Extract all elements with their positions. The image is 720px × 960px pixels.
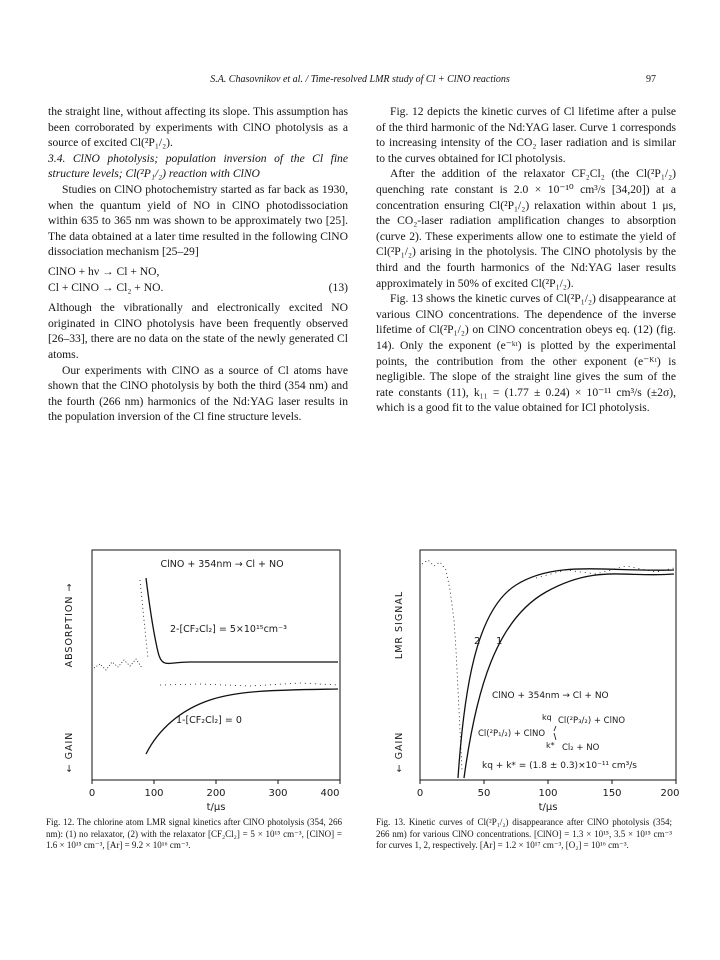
x-tick-label: 50 [477, 788, 491, 799]
x-tick-label: 300 [268, 788, 288, 799]
x-tick-label: 100 [144, 788, 164, 799]
y-label-lmr-signal: LMR SIGNAL [394, 590, 405, 660]
figure-12-caption: Fig. 12. The chlorine atom LMR signal kinetics after ClNO photolysis (354, 266 nm): (1) no relaxator, (2) with the relaxator [CF₂Cl₂] = 5 × 10¹⁵ cm⁻³, [ClNO] = 1.6 × 10¹⁵ cm⁻³, [Ar] = 9.2 × 10¹⁶ cm⁻³. [46, 817, 342, 850]
rate-constant-value: kq + k* = (1.8 ± 0.3)×10⁻¹¹ cm³/s [482, 761, 637, 771]
x-tick-label: 0 [416, 788, 424, 799]
paragraph: Fig. 12 depicts the kinetic curves of Cl lifetime after a pulse of the third harmonic of the Nd:YAG laser. Curve 1 corresponds to increasing intensity of the CO₂ laser radiation and is similar to the curves obtained for ICl photolysis. [376, 105, 676, 165]
branch-arrows [554, 726, 556, 740]
x-axis-label: t/μs [206, 802, 226, 813]
figure-13-plot [386, 540, 686, 813]
paragraph: Our experiments with ClNO as a source of Cl atoms have shown that the ClNO photolysis by both the third (354 nm) and the fourth (266 nm) harmonics of the Nd:YAG laser results in the population inversion of the Cl fine structure levels. [48, 363, 348, 424]
curve-2-absorption [146, 578, 338, 663]
y-label-gain: ← GAIN [64, 731, 75, 773]
experimental-points-tail [536, 566, 674, 578]
kstar-product: Cl₂ + NO [562, 743, 600, 753]
left-column [48, 104, 348, 425]
paragraph: Fig. 13 shows the kinetic curves of Cl(²P₁/₂) disappearance at various ClNO concentrations. The dependence of the inverse lifetime of Cl(²P₁/₂) on ClNO concentration obeys eq. (12) (fig. 14). Only the exponent (e⁻ᵏᵗ) is plotted by the experimental points, the contribution from the other exponent (e⁻ᴷᵗ) is negligible. The slope of the straight line gives the sum of the rate constants (11), k₁₁ = (1.77 ± 0.24) × 10⁻¹¹ cm³/s (±2σ), which is a good fit to the value obtained for ICl photolysis. [376, 292, 676, 415]
section-heading: 3.4. ClNO photolysis; population inversion of the Cl fine structure levels; Cl(²P₁/₂) reaction with ClNO [48, 151, 348, 181]
equation-text: Cl + ClNO → Cl₂ + NO. [48, 280, 164, 294]
reaction-main: ClNO + 354nm → Cl + NO [492, 691, 609, 701]
figure-13 [386, 540, 686, 813]
figure-12-plot [50, 540, 350, 813]
y-label-gain: ← GAIN [394, 731, 405, 773]
curve-1-label: 1 [496, 636, 503, 647]
paragraph: Although the vibrationally and electronically excited NO originated in ClNO photolysis have been frequently observed [26–33], there are no data on the state of the newly generated Cl atoms. [48, 301, 348, 361]
x-tick-label: 0 [88, 788, 96, 799]
figure-13-caption: Fig. 13. Kinetic curves of Cl(²P₁/₂) disappearance after ClNO photolysis (354; 266 nm) for various ClNO concentrations. [ClNO] = 1.3 × 10¹⁵, 3.5 × 10¹⁵ cm⁻³ for curves 1, 2, respectively. [Ar] = 1.2 × 10¹⁷ cm⁻³, [O₂] = 10¹⁶ cm⁻³. [376, 817, 672, 850]
y-label-absorption: ABSORPTION → [64, 582, 75, 668]
equation-line: ClNO + hν → Cl + NO, [48, 264, 160, 278]
paragraph: Studies on ClNO photochemistry started as far back as 1930, when the quantum yield of NO in ClNO photodissociation within 635 to 365 nm was shown to be approximately two [25]. The data obtained at a later time resulted in the following ClNO dissociation mechanism [25–29] [48, 182, 348, 259]
figure-12 [50, 540, 350, 813]
curve-1-label: 1-[CF₂Cl₂] = 0 [176, 715, 242, 726]
equation-line [48, 280, 348, 296]
tail-points [160, 683, 338, 686]
baseline-noise [94, 659, 142, 670]
right-column [376, 104, 676, 416]
x-tick-label: 200 [660, 788, 680, 799]
kq-product: Cl(²P₃/₂) + ClNO [558, 716, 626, 726]
equation-number: (13) [328, 280, 348, 294]
rising-points [140, 580, 148, 658]
equation-block [48, 264, 348, 295]
x-axis-label: t/μs [538, 802, 558, 813]
page-number: 97 [646, 74, 656, 85]
kq-label: kq [542, 713, 552, 722]
x-tick-label: 100 [538, 788, 558, 799]
paragraph: the straight line, without affecting its slope. This assumption has been corroborated by experiments with ClNO photolysis as a source of excited Cl(²P₁/₂). [48, 105, 348, 150]
x-tick-label: 200 [206, 788, 226, 799]
kstar-label: k* [546, 741, 555, 750]
reactant-label: Cl(²P₁/₂) + ClNO [478, 729, 546, 739]
experimental-points [422, 560, 462, 770]
x-tick-label: 400 [320, 788, 340, 799]
curve-1-gain [146, 689, 338, 754]
plot-frame [92, 550, 340, 780]
x-tick-label: 150 [602, 788, 622, 799]
curve-2-label: 2-[CF₂Cl₂] = 5×10¹⁵cm⁻³ [170, 624, 287, 635]
curve-2-label: 2 [474, 636, 481, 647]
running-title: S.A. Chasovnikov et al. / Time-resolved LMR study of Cl + ClNO reactions [210, 74, 510, 85]
paragraph: After the addition of the relaxator CF₂Cl₂ (the Cl(²P₁/₂) quenching rate constant is 2.0 × 10⁻¹⁰ cm³/s [34,20]) at a concentration ensuring Cl(²P₁/₂) relaxation within about 1 μs, the CO₂-laser radiation amplification changes to absorption (curve 2). These experiments allow one to estimate the yield of Cl(²P₁/₂) arising in the photolysis. The ClNO photolysis by the third and the fourth harmonics of the Nd:YAG laser results approximately in 50% of excited Cl(²P₁/₂). [376, 167, 676, 290]
figure-12-title: ClNO + 354nm → Cl + NO [160, 559, 284, 570]
